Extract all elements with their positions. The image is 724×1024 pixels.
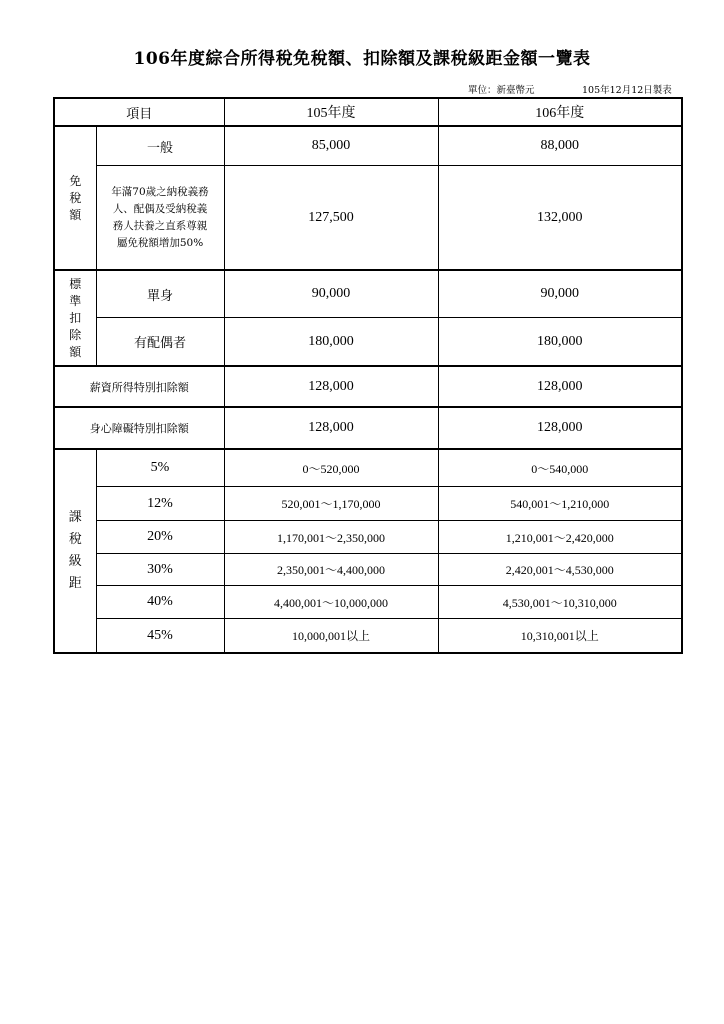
standard-single-105: 90,000 — [224, 270, 438, 318]
standard-single-label: 單身 — [96, 270, 224, 318]
bracket-row — [54, 487, 682, 521]
header-105: 105年度 — [224, 98, 438, 126]
bracket-105: 520,001～1,170,000 — [224, 487, 438, 521]
tax-table — [53, 97, 683, 654]
bracket-rate: 12% — [96, 487, 224, 521]
bracket-105: 4,400,001～10,000,000 — [224, 586, 438, 619]
exemption-general-label: 一般 — [96, 126, 224, 166]
brackets-group-label: 課 稅 級 距 — [54, 449, 96, 653]
bracket-105: 10,000,001以上 — [224, 619, 438, 654]
bracket-106: 540,001～1,210,000 — [438, 487, 682, 521]
bracket-rate: 45% — [96, 619, 224, 654]
bracket-rate: 30% — [96, 554, 224, 586]
bracket-106: 10,310,001以上 — [438, 619, 682, 654]
standard-group-label: 標 準 扣 除 額 — [54, 270, 96, 366]
header-row — [54, 98, 682, 126]
exemption-group-label: 免 稅 額 — [54, 126, 96, 270]
salary-deduction-106: 128,000 — [438, 366, 682, 407]
bracket-105: 1,170,001～2,350,000 — [224, 521, 438, 554]
standard-single-row — [54, 270, 682, 318]
unit-note: 單位：新臺幣元 — [468, 85, 535, 96]
salary-deduction-row — [54, 366, 682, 407]
header-item: 項目 — [54, 98, 224, 126]
standard-married-label: 有配偶者 — [96, 318, 224, 367]
exemption-elderly-label: 年滿70歲之納稅義務 人、配偶及受納稅義 務人扶養之直系尊親 屬免稅額增加50% — [96, 166, 224, 271]
exemption-elderly-106: 132,000 — [438, 166, 682, 271]
standard-married-106: 180,000 — [438, 318, 682, 367]
exemption-general-row — [54, 126, 682, 166]
exemption-elderly-105: 127,500 — [224, 166, 438, 271]
exemption-elderly-row — [54, 166, 682, 271]
bracket-row — [54, 586, 682, 619]
bracket-rate: 40% — [96, 586, 224, 619]
disability-deduction-row — [54, 407, 682, 449]
bracket-106: 2,420,001～4,530,000 — [438, 554, 682, 586]
disability-deduction-106: 128,000 — [438, 407, 682, 449]
disability-deduction-label: 身心障礙特別扣除額 — [54, 407, 224, 449]
salary-deduction-label: 薪資所得特別扣除額 — [54, 366, 224, 407]
standard-married-105: 180,000 — [224, 318, 438, 367]
bracket-106: 0～540,000 — [438, 449, 682, 487]
bracket-106: 4,530,001～10,310,000 — [438, 586, 682, 619]
bracket-105: 2,350,001～4,400,000 — [224, 554, 438, 586]
bracket-105: 0～520,000 — [224, 449, 438, 487]
salary-deduction-105: 128,000 — [224, 366, 438, 407]
bracket-row — [54, 554, 682, 586]
date-note: 105年12月12日製表 — [582, 85, 672, 96]
page-title: 106年度綜合所得稅免稅額、扣除額及課稅級距金額一覽表 — [133, 49, 591, 69]
exemption-general-106: 88,000 — [438, 126, 682, 166]
standard-married-row — [54, 318, 682, 367]
bracket-rate: 20% — [96, 521, 224, 554]
bracket-rate: 5% — [96, 449, 224, 487]
bracket-106: 1,210,001～2,420,000 — [438, 521, 682, 554]
bracket-row — [54, 449, 682, 487]
standard-single-106: 90,000 — [438, 270, 682, 318]
bracket-row — [54, 619, 682, 654]
disability-deduction-105: 128,000 — [224, 407, 438, 449]
bracket-row — [54, 521, 682, 554]
header-106: 106年度 — [438, 98, 682, 126]
exemption-general-105: 85,000 — [224, 126, 438, 166]
